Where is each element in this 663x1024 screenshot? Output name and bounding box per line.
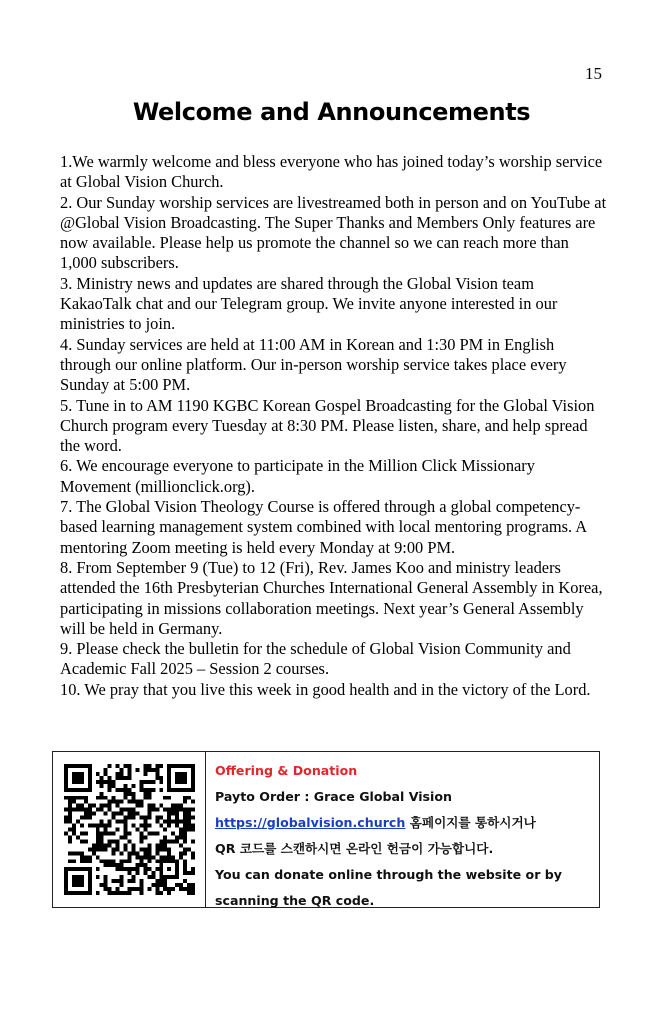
offering-box: [52, 751, 600, 908]
announcement-item: 7. The Global Vision Theology Course is offered through a global competency-based learning management system combined with local mentoring programs. A mentoring Zoom meeting is held every Monday at 9:00 PM.: [60, 497, 587, 557]
offering-heading: Offering & Donation: [215, 763, 358, 778]
announcement-item: 10. We pray that you live this week in good health and in the victory of the Lord.: [60, 679, 591, 699]
website-link[interactable]: https://globalvision.church: [215, 815, 406, 830]
announcement-item: 3. Ministry news and updates are shared through the Global Vision team KakaoTalk chat and our Telegram group. We invite anyone interested in our ministries to join.: [60, 273, 558, 334]
url-line: [215, 810, 599, 836]
announcement-item: 4. Sunday services are held at 11:00 AM in Korean and 1:30 PM in English through our online platform. Our in-person worship service takes place every Sunday at 5:00 PM.: [60, 334, 567, 395]
english-text-1: You can donate online through the website or by: [215, 867, 563, 882]
korean-text-2: QR 코드를 스캔하시면 온라인 헌금이 가능합니다.: [215, 841, 494, 856]
korean-text-1: 홈페이지를 통하시거나: [409, 815, 536, 830]
offering-info: [206, 752, 599, 907]
announcement-item: 8. From September 9 (Tue) to 12 (Fri), Rev. James Koo and ministry leaders attended the 16th Presbyterian Churches International General Assembly in Korea, participating in missions collaboration meetings. Next year’s General Assembly will be held in Germany.: [60, 557, 603, 638]
page-number: 15: [585, 64, 602, 83]
english-text-2: scanning the QR code.: [215, 893, 375, 908]
qr-cell: [53, 752, 206, 907]
payto-text: Payto Order : Grace Global Vision: [215, 789, 452, 804]
announcement-item: 5. Tune in to AM 1190 KGBC Korean Gospel Broadcasting for the Global Vision Church program every Tuesday at 8:30 PM. Please listen, share, and help spread the word.: [60, 395, 595, 456]
page-title: Welcome and Announcements: [132, 98, 531, 126]
announcement-item: 6. We encourage everyone to participate in the Million Click Missionary Movement (millionclick.org).: [60, 456, 535, 496]
announcement-item: 9. Please check the bulletin for the schedule of Global Vision Community and Academic Fall 2025 – Session 2 courses.: [60, 639, 571, 679]
announcement-item: 1.We warmly welcome and bless everyone who has joined today’s worship service at Global Vision Church.: [60, 152, 603, 192]
announcement-item: 2. Our Sunday worship services are livestreamed both in person and on YouTube at @Global Vision Broadcasting. The Super Thanks and Members Only features are now available. Please help us promote the channel so we can reach more than 1,000 subscribers.: [60, 192, 607, 273]
announcements-list: [60, 152, 608, 700]
qr-code-icon[interactable]: [64, 764, 195, 895]
